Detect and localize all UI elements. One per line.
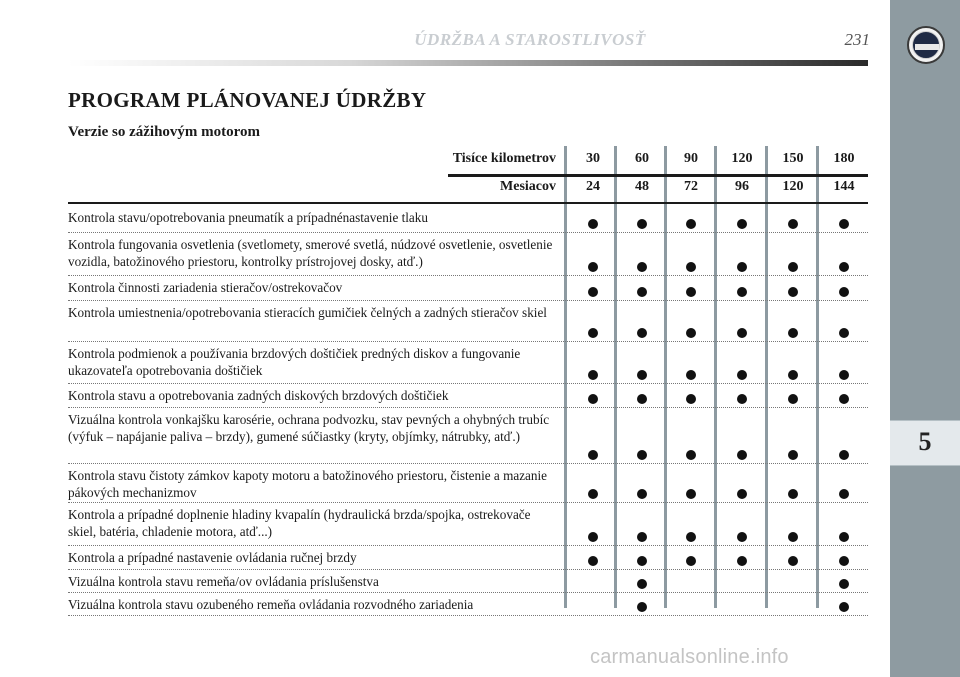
- check-cell: [824, 599, 864, 613]
- check-dot-icon: [737, 328, 747, 338]
- km-value: 180: [833, 151, 855, 166]
- check-cell: [573, 216, 613, 230]
- month-value: 72: [684, 179, 698, 194]
- table-row: [68, 464, 868, 503]
- table-row: [68, 408, 868, 464]
- row-description: Kontrola fungovania osvetlenia (svetlomety, smerové svetlá, núdzové osvetlenie, osvetlenie vozidla, batožinového priestoru, kontrolky prístrojovej dosky, atď.): [68, 237, 553, 269]
- check-dot-icon: [686, 450, 696, 460]
- km-value: 90: [684, 151, 698, 166]
- check-dot-icon: [839, 450, 849, 460]
- row-description: Kontrola stavu a opotrebovania zadných diskových brzdových doštičiek: [68, 388, 449, 403]
- check-dot-icon: [737, 556, 747, 566]
- check-cell: [671, 284, 711, 298]
- check-dot-icon: [839, 579, 849, 589]
- table-row: [68, 570, 868, 593]
- row-description: Kontrola podmienok a používania brzdových doštičiek predných diskov a fungovanie ukazovateľa opotrebovania doštičiek: [68, 346, 521, 378]
- check-cell: [722, 576, 762, 590]
- check-cell: [622, 284, 662, 298]
- km-value: 120: [731, 151, 753, 166]
- chapter-number: 5: [918, 427, 932, 456]
- row-description: Kontrola a prípadné doplnenie hladiny kvapalín (hydraulická brzda/spojka, ostrekovače skiel, batéria, chladenie motora, atď...): [68, 507, 531, 539]
- table-row: [68, 206, 868, 233]
- check-cell: [622, 529, 662, 543]
- check-dot-icon: [686, 287, 696, 297]
- logo-shield: [912, 31, 940, 59]
- check-cell: [573, 325, 613, 339]
- check-dot-icon: [737, 219, 747, 229]
- check-cell: [622, 391, 662, 405]
- check-dot-icon: [839, 556, 849, 566]
- check-cell: [722, 447, 762, 461]
- check-dot-icon: [637, 579, 647, 589]
- check-cell: [622, 447, 662, 461]
- check-dot-icon: [737, 262, 747, 272]
- check-cell: [671, 486, 711, 500]
- check-cell: [671, 553, 711, 567]
- check-cell: [622, 325, 662, 339]
- check-dot-icon: [588, 287, 598, 297]
- check-cell: [573, 259, 613, 273]
- row-description: Kontrola umiestnenia/opotrebovania stieracích gumičiek čelných a zadných stieračov skiel: [68, 305, 547, 320]
- check-cell: [773, 325, 813, 339]
- month-value: 24: [586, 179, 600, 194]
- check-dot-icon: [588, 219, 598, 229]
- check-dot-icon: [637, 532, 647, 542]
- check-dot-icon: [637, 556, 647, 566]
- table-row: [68, 342, 868, 384]
- check-dot-icon: [839, 328, 849, 338]
- check-cell: [824, 284, 864, 298]
- check-cell: [824, 259, 864, 273]
- check-cell: [622, 576, 662, 590]
- check-dot-icon: [686, 328, 696, 338]
- check-dot-icon: [686, 394, 696, 404]
- row-description: Vizuálna kontrola stavu ozubeného remeňa ovládania rozvodného zariadenia: [68, 597, 474, 612]
- check-dot-icon: [588, 450, 598, 460]
- check-cell: [573, 391, 613, 405]
- check-cell: [722, 284, 762, 298]
- km-header-row: [68, 146, 868, 172]
- chapter-sidebar: [890, 0, 960, 677]
- table-row: [68, 593, 868, 616]
- km-value: 60: [635, 151, 649, 166]
- check-cell: [722, 367, 762, 381]
- check-dot-icon: [637, 328, 647, 338]
- check-cell: [573, 447, 613, 461]
- check-dot-icon: [839, 219, 849, 229]
- check-cell: [573, 576, 613, 590]
- check-cell: [671, 529, 711, 543]
- chapter-tab[interactable]: [890, 420, 960, 466]
- check-dot-icon: [788, 450, 798, 460]
- watermark: carmanualsonline.info: [590, 646, 789, 668]
- table-row: [68, 384, 868, 408]
- check-cell: [824, 325, 864, 339]
- check-cell: [722, 599, 762, 613]
- check-cell: [671, 391, 711, 405]
- check-cell: [573, 486, 613, 500]
- check-dot-icon: [588, 262, 598, 272]
- month-value: 48: [635, 179, 649, 194]
- table-row: [68, 546, 868, 570]
- row-description: Kontrola a prípadné nastavenie ovládania ručnej brzdy: [68, 550, 357, 565]
- check-cell: [671, 599, 711, 613]
- row-description: Vizuálna kontrola stavu remeňa/ov ovládania príslušenstva: [68, 574, 379, 589]
- check-cell: [573, 553, 613, 567]
- check-dot-icon: [637, 287, 647, 297]
- check-dot-icon: [788, 219, 798, 229]
- row-description: Kontrola stavu čistoty zámkov kapoty motoru a batožinového priestoru, čistenie a mazanie pákových mechanizmov: [68, 468, 548, 500]
- check-cell: [824, 216, 864, 230]
- check-dot-icon: [737, 394, 747, 404]
- check-dot-icon: [788, 287, 798, 297]
- check-dot-icon: [637, 602, 647, 612]
- check-dot-icon: [637, 394, 647, 404]
- check-cell: [773, 391, 813, 405]
- check-cell: [722, 553, 762, 567]
- check-cell: [622, 486, 662, 500]
- check-cell: [773, 284, 813, 298]
- months-header-row: [68, 174, 868, 200]
- months-label: Mesiacov: [500, 179, 556, 194]
- check-dot-icon: [588, 370, 598, 380]
- row-description: Kontrola stavu/opotrebovania pneumatík a prípadnénastavenie tlaku: [68, 210, 428, 225]
- check-dot-icon: [637, 489, 647, 499]
- logo-bar: [915, 44, 939, 50]
- month-value: 120: [782, 179, 804, 194]
- check-cell: [773, 553, 813, 567]
- check-cell: [773, 486, 813, 500]
- month-value: 144: [833, 179, 855, 194]
- check-dot-icon: [588, 328, 598, 338]
- check-dot-icon: [686, 370, 696, 380]
- km-value: 30: [586, 151, 600, 166]
- check-dot-icon: [788, 394, 798, 404]
- check-cell: [824, 553, 864, 567]
- check-dot-icon: [588, 394, 598, 404]
- table-header-bottom-rule: [68, 202, 868, 204]
- km-value: 150: [782, 151, 804, 166]
- check-dot-icon: [737, 370, 747, 380]
- header-rule: [68, 60, 868, 66]
- check-cell: [622, 599, 662, 613]
- check-cell: [722, 259, 762, 273]
- check-cell: [773, 447, 813, 461]
- km-label: Tisíce kilometrov: [452, 151, 556, 166]
- check-cell: [722, 486, 762, 500]
- check-dot-icon: [839, 489, 849, 499]
- check-dot-icon: [839, 394, 849, 404]
- month-value: 96: [735, 179, 749, 194]
- check-dot-icon: [686, 262, 696, 272]
- page-subtitle: Verzie so zážihovým motorom: [68, 124, 261, 140]
- check-cell: [671, 367, 711, 381]
- table-row: [68, 503, 868, 546]
- table-row: [68, 276, 868, 301]
- check-dot-icon: [788, 262, 798, 272]
- check-dot-icon: [737, 489, 747, 499]
- check-dot-icon: [788, 489, 798, 499]
- check-dot-icon: [588, 556, 598, 566]
- check-cell: [722, 391, 762, 405]
- row-description: Vizuálna kontrola vonkajšku karosérie, ochrana podvozku, stav pevných a ohybných trubíc (výfuk – napájanie paliva – brzdy), gumené súčiastky (kryty, objímky, nátrubky, atď.): [68, 412, 550, 444]
- check-dot-icon: [637, 370, 647, 380]
- check-dot-icon: [839, 287, 849, 297]
- check-cell: [824, 367, 864, 381]
- check-dot-icon: [737, 450, 747, 460]
- check-dot-icon: [737, 287, 747, 297]
- check-dot-icon: [839, 262, 849, 272]
- check-dot-icon: [588, 489, 598, 499]
- check-cell: [722, 529, 762, 543]
- check-cell: [773, 599, 813, 613]
- check-dot-icon: [788, 328, 798, 338]
- check-dot-icon: [637, 262, 647, 272]
- check-dot-icon: [788, 370, 798, 380]
- check-cell: [824, 529, 864, 543]
- check-dot-icon: [839, 370, 849, 380]
- check-cell: [773, 529, 813, 543]
- check-dot-icon: [788, 556, 798, 566]
- check-cell: [773, 216, 813, 230]
- check-cell: [722, 216, 762, 230]
- check-cell: [573, 599, 613, 613]
- check-dot-icon: [588, 532, 598, 542]
- check-cell: [573, 529, 613, 543]
- section-header-title: ÚDRŽBA A STAROSTLIVOSŤ: [414, 30, 646, 49]
- check-cell: [722, 325, 762, 339]
- check-cell: [824, 447, 864, 461]
- check-cell: [622, 367, 662, 381]
- check-cell: [573, 284, 613, 298]
- check-cell: [671, 325, 711, 339]
- check-dot-icon: [637, 219, 647, 229]
- table-row: [68, 233, 868, 276]
- check-dot-icon: [686, 532, 696, 542]
- check-cell: [824, 576, 864, 590]
- check-cell: [671, 447, 711, 461]
- check-cell: [773, 259, 813, 273]
- check-dot-icon: [686, 219, 696, 229]
- check-cell: [671, 259, 711, 273]
- check-dot-icon: [686, 489, 696, 499]
- check-dot-icon: [686, 556, 696, 566]
- table-row: [68, 301, 868, 342]
- check-dot-icon: [737, 532, 747, 542]
- check-cell: [622, 259, 662, 273]
- check-cell: [671, 216, 711, 230]
- check-cell: [573, 367, 613, 381]
- check-cell: [824, 486, 864, 500]
- check-dot-icon: [788, 532, 798, 542]
- page-title: PROGRAM PLÁNOVANEJ ÚDRŽBY: [68, 88, 427, 112]
- lancia-logo-icon: [907, 26, 945, 64]
- check-cell: [671, 576, 711, 590]
- check-dot-icon: [839, 602, 849, 612]
- check-cell: [773, 576, 813, 590]
- check-dot-icon: [839, 532, 849, 542]
- page-number: 231: [844, 30, 870, 49]
- check-cell: [824, 391, 864, 405]
- row-description: Kontrola činnosti zariadenia stieračov/ostrekovačov: [68, 280, 343, 295]
- check-cell: [622, 553, 662, 567]
- check-cell: [622, 216, 662, 230]
- check-cell: [773, 367, 813, 381]
- check-dot-icon: [637, 450, 647, 460]
